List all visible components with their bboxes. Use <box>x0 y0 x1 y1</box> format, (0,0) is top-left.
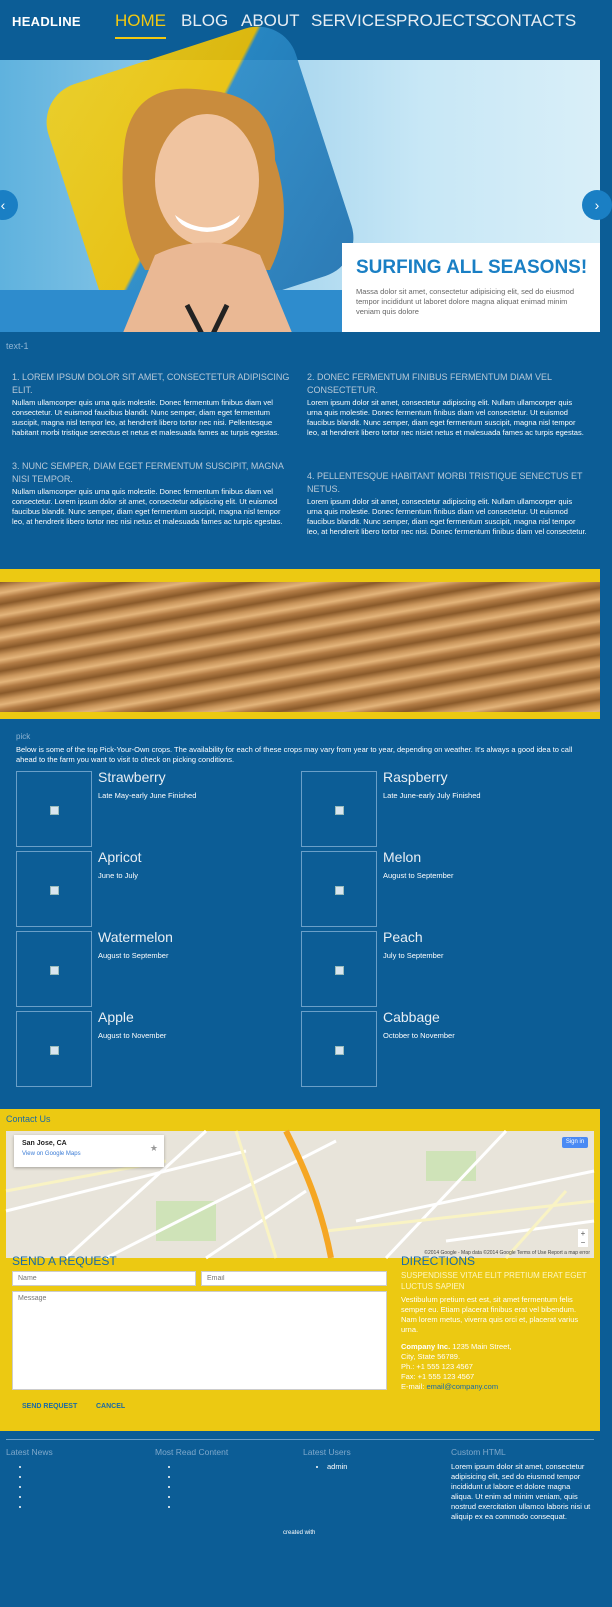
map-info-card <box>14 1135 164 1167</box>
crop-dates: August to September <box>383 871 454 880</box>
google-map[interactable] <box>6 1131 594 1258</box>
crop-dates: August to September <box>98 951 169 960</box>
footer-col-title: Latest News <box>6 1447 53 1457</box>
send-request-title: SEND A REQUEST <box>12 1254 117 1268</box>
fax: Fax: +1 555 123 4567 <box>401 1372 475 1381</box>
crop-name: Strawberry <box>98 769 166 785</box>
list-item[interactable] <box>30 1492 146 1502</box>
site-footer <box>0 1431 600 1607</box>
section-label: pick <box>16 732 31 741</box>
text-section <box>0 332 600 569</box>
crop-dates: July to September <box>383 951 444 960</box>
crop-name: Apple <box>98 1009 134 1025</box>
created-with: created with <box>283 1530 316 1536</box>
most-read-list <box>155 1462 295 1512</box>
article-2 <box>307 371 589 438</box>
crop-dates: Late June-early July Finished <box>383 791 481 800</box>
crop-item <box>301 851 581 927</box>
pick-intro: Below is some of the top Pick-Your-Own crops. The availability for each of these crops may vary from year to year, depending on weather. It's always a good idea to call ahead to the farm you want to visit to check on picking conditions. <box>16 745 573 764</box>
crop-thumbnail[interactable] <box>301 931 377 1007</box>
article-title[interactable]: 4. PELLENTESQUE HABITANT MORBI TRISTIQUE SENECTUS ET NETUS. <box>307 471 583 494</box>
user-item[interactable]: • admin <box>327 1462 443 1472</box>
crop-item <box>16 851 296 927</box>
nav-contacts[interactable]: CONTACTS <box>484 11 577 30</box>
email-label: E-mail: <box>401 1382 425 1391</box>
sand-image <box>0 582 600 712</box>
custom-text: Lorem ipsum dolor sit amet, consectetur adipisicing elit, sed do eiusmod tempor incididunt ut labore et dolore magna aliqua. Ut enim ad minim veniam, quis nostrud exercitation ullamco laboris nisi ut aliquip ex ea commodo consequat. <box>451 1462 591 1521</box>
map-city: San Jose, CA <box>22 1140 67 1147</box>
list-item[interactable] <box>30 1482 146 1492</box>
image-icon <box>335 806 344 815</box>
section-label: text-1 <box>6 341 29 351</box>
directions-title: DIRECTIONS <box>401 1254 476 1268</box>
crop-name: Cabbage <box>383 1009 440 1025</box>
article-body: Lorem ipsum dolor sit amet, consectetur adipiscing elit. Nullam ullamcorper quis urna quis molestie. Donec fermentum finibus diam vel consectetur. Ut euismod faucibus blandit. Nunc semper, diam eget fermentum suscipit, magna nisl tempor leo, at hendrerit libero tortor nec nisi. Donec fermentum finibus diam vel consectetur. <box>307 497 587 536</box>
crop-name: Melon <box>383 849 422 865</box>
street: 1235 Main Street, <box>452 1342 512 1351</box>
footer-col-title: Custom HTML <box>451 1447 506 1457</box>
pick-section <box>0 719 600 1109</box>
zoom-control[interactable]: + − <box>578 1229 588 1247</box>
cancel-button[interactable]: CANCEL <box>96 1403 126 1410</box>
users-list <box>303 1462 443 1472</box>
hero-slider <box>0 60 600 332</box>
email-link[interactable]: email@company.com <box>426 1382 499 1391</box>
footer-custom-html <box>451 1447 591 1522</box>
company-line <box>401 1342 591 1352</box>
footer-divider <box>6 1439 594 1440</box>
map-copyright: ©2014 Google - Map data ©2014 Google Terms of Use Report a map error <box>424 1250 590 1256</box>
crop-thumbnail[interactable] <box>16 851 92 927</box>
article-body: Lorem ipsum dolor sit amet, consectetur adipiscing elit. Nullam ullamcorper quis urna quis molestie. Donec fermentum finibus diam vel consectetur. Ut euismod faucibus blandit. Nunc semper, diam eget fermentum suscipit, magna nisl tempor leo, at hendrerit libero tortor nec nisiet netus et malesuada fames ac turpis egestas. <box>307 398 584 437</box>
crop-thumbnail[interactable] <box>301 771 377 847</box>
list-item[interactable] <box>30 1462 146 1472</box>
article-3 <box>12 460 294 527</box>
article-1 <box>12 371 294 438</box>
article-title[interactable]: 1. LOREM IPSUM DOLOR SIT AMET, CONSECTETUR ADIPISCING ELIT. <box>12 372 290 395</box>
phone: Ph.: +1 555 123 4567 <box>401 1362 473 1371</box>
list-item[interactable] <box>179 1502 295 1512</box>
news-list <box>6 1462 146 1512</box>
image-icon <box>50 886 59 895</box>
crop-item <box>16 771 296 847</box>
list-item[interactable] <box>30 1502 146 1512</box>
list-item[interactable] <box>179 1492 295 1502</box>
crop-item <box>301 1011 581 1087</box>
site-header <box>0 0 600 60</box>
footer-col-title: Latest Users <box>303 1447 351 1457</box>
article-4 <box>307 470 589 537</box>
nav-blog[interactable]: BLOG <box>181 11 229 30</box>
nav-services[interactable]: SERVICES <box>311 11 397 30</box>
nav-about[interactable]: ABOUT <box>241 11 300 30</box>
article-body: Nullam ullamcorper quis urna quis molestie. Donec fermentum finibus diam vel consectetur. Ut euismod faucibus blandit. Nunc semper, diam eget fermentum suscipit, magna nisl tempor leo, at hendrerit libero tortor nec nisi. Pellentesque habitant morbi tristique senectus et netus et malesuada fames ac turpis egestas. <box>12 398 280 437</box>
name-input[interactable] <box>12 1271 196 1286</box>
article-title[interactable]: 3. NUNC SEMPER, DIAM EGET FERMENTUM SUSCIPIT, MAGNA NISI TEMPOR. <box>12 461 284 484</box>
image-icon <box>335 886 344 895</box>
crop-thumbnail[interactable] <box>16 771 92 847</box>
article-title[interactable]: 2. DONEC FERMENTUM FINIBUS FERMENTUM DIAM VEL CONSECTETUR. <box>307 372 552 395</box>
crop-item <box>16 1011 296 1087</box>
image-icon <box>335 1046 344 1055</box>
site-logo[interactable]: HEADLINE <box>12 14 81 29</box>
crop-item <box>16 931 296 1007</box>
image-icon <box>335 966 344 975</box>
chevron-left-icon[interactable]: ‹ <box>0 190 18 220</box>
slide-title: SURFING ALL SEASONS! <box>356 257 588 278</box>
list-item[interactable] <box>30 1472 146 1482</box>
footer-latest-news <box>6 1447 146 1512</box>
nav-home[interactable]: HOME <box>115 11 166 39</box>
crop-thumbnail[interactable] <box>16 931 92 1007</box>
crop-dates: October to November <box>383 1031 455 1040</box>
star-icon[interactable]: ★ <box>149 1143 158 1153</box>
image-icon <box>50 966 59 975</box>
contact-section <box>0 1109 600 1431</box>
list-item[interactable] <box>179 1462 295 1472</box>
list-item[interactable] <box>179 1472 295 1482</box>
footer-col-title: Most Read Content <box>155 1447 229 1457</box>
email-line <box>401 1382 591 1392</box>
article-body: Nullam ullamcorper quis urna quis molestie. Donec fermentum finibus diam vel consectetur. Lorem ipsum dolor sit amet, consectetur adipiscing elit. Ut euismod faucibus blandit. Nunc semper, diam eget fermentum suscipit, magna nisl tempor leo, at hendrerit libero tortor nec nisi netus et malesuada fames ac turpis egestas. <box>12 487 283 526</box>
image-icon <box>50 1046 59 1055</box>
crop-item <box>301 931 581 1007</box>
view-on-google-maps-link[interactable]: View on Google Maps <box>22 1151 81 1157</box>
image-icon <box>50 806 59 815</box>
crop-thumbnail[interactable] <box>16 1011 92 1087</box>
directions-text: Vestibulum pretium est est, sit amet fermentum felis semper eu. Etiam placerat finibus erat vel bibendum. Nam lorem metus, viverra quis orci et, placerat varius urna. <box>401 1295 579 1334</box>
crop-name: Raspberry <box>383 769 448 785</box>
slide-text: Massa dolor sit amet, consectetur adipisicing elit, sed do eiusmod tempor incididunt ut laboret dolore magna aliquat enimad minim veniam quis dolore <box>356 287 575 316</box>
address-block <box>401 1342 591 1392</box>
message-input[interactable] <box>12 1291 387 1390</box>
list-item[interactable] <box>179 1482 295 1492</box>
crop-name: Peach <box>383 929 423 945</box>
footer-most-read <box>155 1447 295 1512</box>
footer-latest-users <box>303 1447 443 1472</box>
crop-item <box>301 771 581 847</box>
section-label: Contact Us <box>6 1114 51 1124</box>
crop-dates: June to July <box>98 871 139 880</box>
crop-thumbnail[interactable] <box>301 1011 377 1087</box>
sign-in-button[interactable]: Sign in <box>562 1137 588 1148</box>
directions-subtitle: SUSPENDISSE VITAE ELIT PRETIUM ERAT EGET LUCTUS SAPIEN <box>401 1271 587 1291</box>
company-name: Company Inc. <box>401 1342 451 1351</box>
surfer-photo <box>95 80 325 340</box>
crop-thumbnail[interactable] <box>301 851 377 927</box>
chevron-right-icon[interactable]: › <box>582 190 612 220</box>
crop-name: Watermelon <box>98 929 173 945</box>
email-input[interactable] <box>201 1271 387 1286</box>
crop-dates: August to November <box>98 1031 167 1040</box>
send-request-button[interactable]: SEND REQUEST <box>22 1403 78 1410</box>
nav-projects[interactable]: PROJECTS <box>396 11 487 30</box>
crop-name: Apricot <box>98 849 142 865</box>
city-state: City, State 56789. <box>401 1352 461 1361</box>
crop-dates: Late May-early June Finished <box>98 791 197 800</box>
